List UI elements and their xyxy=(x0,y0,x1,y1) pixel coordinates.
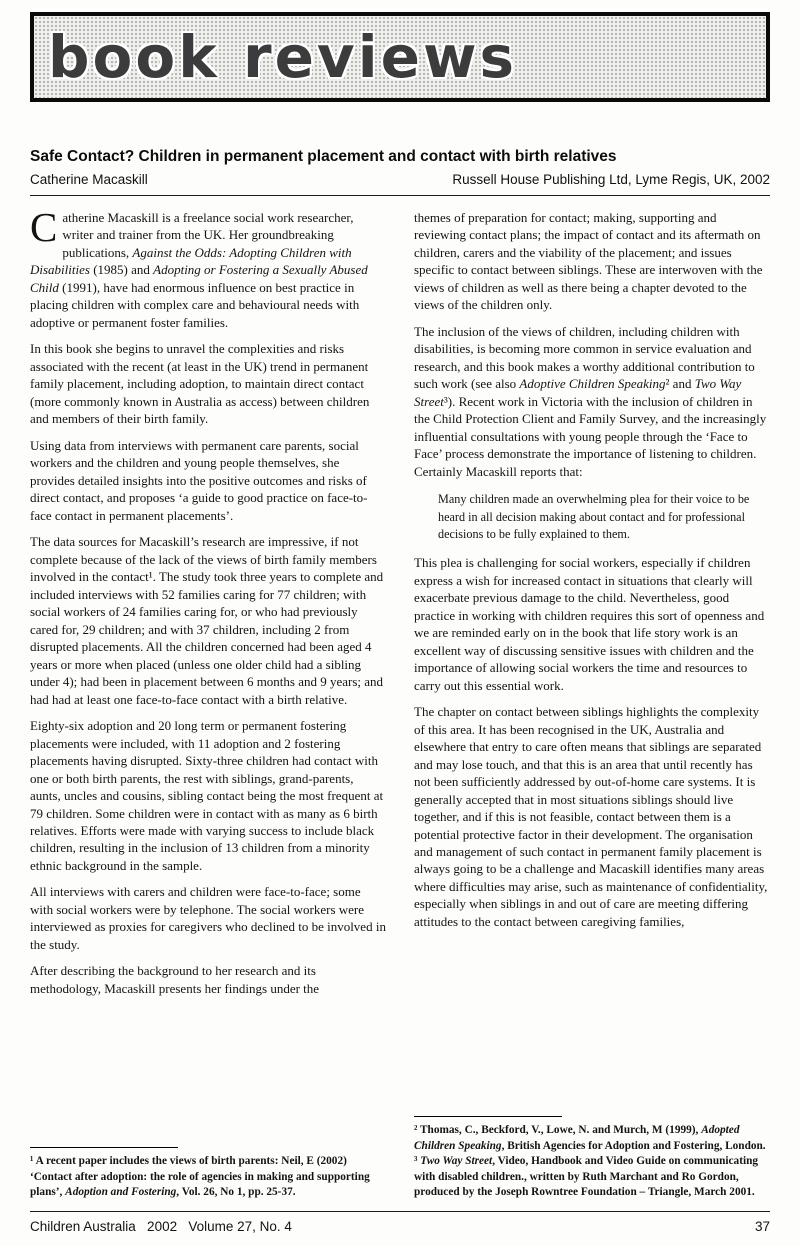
pull-quote: Many children made an overwhelming plea for their voice to be heard in all decision making about contact and for professional decisions to be fully explained to them. xyxy=(438,492,750,541)
right-footnote-block xyxy=(414,1106,770,1201)
left-footnote-block xyxy=(30,1137,386,1201)
footer-row xyxy=(30,1219,770,1234)
footnote-2: ² Thomas, C., Beckford, V., Lowe, N. and Murch, M (1999), Adopted Children Speaking, British Agencies for Adoption and Fostering, London. xyxy=(414,1124,766,1152)
footnote-3: ³ Two Way Street, Video, Handbook and Video Guide on communicating with disabled children., written by Ruth Marchant and Ro Gordon, produced by the Joseph Rowntree Foundation – Triangle, March 2001. xyxy=(414,1155,759,1199)
body-paragraph: All interviews with carers and children were face-to-face; some with social workers were by telephone. The social workers were interviewed as proxies for caregivers who declined to be involved in the study. xyxy=(30,884,386,952)
body-paragraph: Catherine Macaskill is a freelance social work researcher, writer and trainer from the UK. Her groundbreaking publications, Against the Odds: Adopting Children with Disabilities (1985) and Adopting or Fostering a Sexually Abused Child (1991), have had enormous influence on best practice in placing children with complex care and behavioural needs with adoptive or permanent foster families. xyxy=(30,204,368,330)
footnote-divider xyxy=(30,1147,178,1148)
review-body xyxy=(30,204,770,1201)
header-rule xyxy=(30,195,770,196)
footnote-divider xyxy=(414,1116,562,1117)
review-publisher: Russell House Publishing Ltd, Lyme Regis, UK, 2002 xyxy=(452,172,770,187)
book-reviews-banner xyxy=(30,12,770,102)
body-paragraph: In this book she begins to unravel the complexities and risks associated with the recent (at least in the UK) trend in permanent family placement, including adoption, to maintain direct contact (more commonly known in Australia as access) between children and members of their birth family. xyxy=(30,341,370,427)
review-title: Safe Contact? Children in permanent placement and contact with birth relatives xyxy=(30,148,617,165)
page-footer xyxy=(30,1211,770,1234)
footer-rule xyxy=(30,1211,770,1212)
page-number: 37 xyxy=(754,1219,770,1234)
footnote-1: ¹ A recent paper includes the views of birth parents: Neil, E (2002) ‘Contact after adoption: the role of agencies in making and supporting plans’, Adoption and Fostering, Vol. 26, No 1, pp. 25-37. xyxy=(30,1155,370,1199)
journal-citation: Children Australia 2002 Volume 27, No. 4 xyxy=(30,1219,292,1234)
body-paragraph: Using data from interviews with permanent care parents, social workers and the children and young people themselves, she provides detailed insights into the positive outcomes and risks of direct contact, and proposes ‘a guide to good practice on face-to-face contact in permanent placements’. xyxy=(30,437,368,523)
body-paragraph: The data sources for Macaskill’s research are impressive, if not complete because of the lack of the views of birth family members involved in the contact¹. The study took three years to complete and included interviews with 52 families caring for 77 children; with social workers of 24 families caring for, or who had previously cared for, 29 children; and with 37 children, including 2 from disrupted placements. All the children concerned had been aged 4 years or more when placed (unless one older child had a sibling under 4); had been in placement between 6 months and 9 years; and had had at least one face-to-face contact with a birth relative. xyxy=(30,534,384,707)
body-paragraph: themes of preparation for contact; making, supporting and reviewing contact plans; the impact of contact and its aftermath on children, carers and the viability of the placement; and issues specific to contact between siblings. These are interwoven with the views of children as well as there being a chapter devoted to the views of the children only. xyxy=(414,210,763,313)
body-paragraph: This plea is challenging for social workers, especially if children express a wish for increased contact in situations that clearly will exacerbate previous damage to the child. Nevertheless, good practice in working with children requires this sort of openness and we are reminded early on in the book that life story work is an excellent way of discussing sensitive issues with children and the importance of allowing social workers the time and resources to carry out this essential work. xyxy=(414,555,765,693)
banner-title: book reviews xyxy=(48,23,518,91)
review-author: Catherine Macaskill xyxy=(30,172,148,187)
body-paragraph: The inclusion of the views of children, including children with disabilities, is becoming more common in service evaluation and research, and this book makes a worthy additional contribution to such work (see also Adoptive Children Speaking² and Two Way Street³). Recent work in Victoria with the inclusion of children in the Child Protection Client and Family Survey, and the increasingly influential consultations with young people through the ‘Face to Face’ process demonstrate the importance of listening to children. Certainly Macaskill reports that: xyxy=(414,323,767,479)
body-paragraph: After describing the background to her research and its methodology, Macaskill presents her findings under the xyxy=(30,963,320,996)
left-column xyxy=(30,204,386,1201)
body-paragraph: Eighty-six adoption and 20 long term or permanent fostering placements were included, with 11 adoption and 2 fostering placements having disrupted. Sixty-three children had contact with one or both birth parents, the rest with siblings, grand-parents, aunts, uncles and cousins, sibling contact being the most frequent at 79 children. Some children were in contact with as many as 6 birth relatives. Efforts were made with varying success to include black children, resulting in the inclusion of 13 children from a minority ethnic background in the sample. xyxy=(30,718,384,873)
body-paragraph: The chapter on contact between siblings highlights the complexity of this area. It has been recognised in the UK, Australia and elsewhere that entry to care often means that siblings are separated and may lose touch, and that this is an area that until recently has not been sufficiently addressed by out-of-home care systems. It is generally accepted that in most situations siblings should live together, and if this is not feasible, contact between them is a potential protective factor in their development. The organisation and management of such contact in permanent family placement is always going to be a challenge and Macaskill identifies many areas where difficulties may arise, such as maintenance of confidentiality, especially when siblings in and out of care are meeting differing attitudes to the contact between caregiving families, xyxy=(414,704,768,929)
review-byline xyxy=(30,172,770,187)
right-column xyxy=(414,209,770,1201)
